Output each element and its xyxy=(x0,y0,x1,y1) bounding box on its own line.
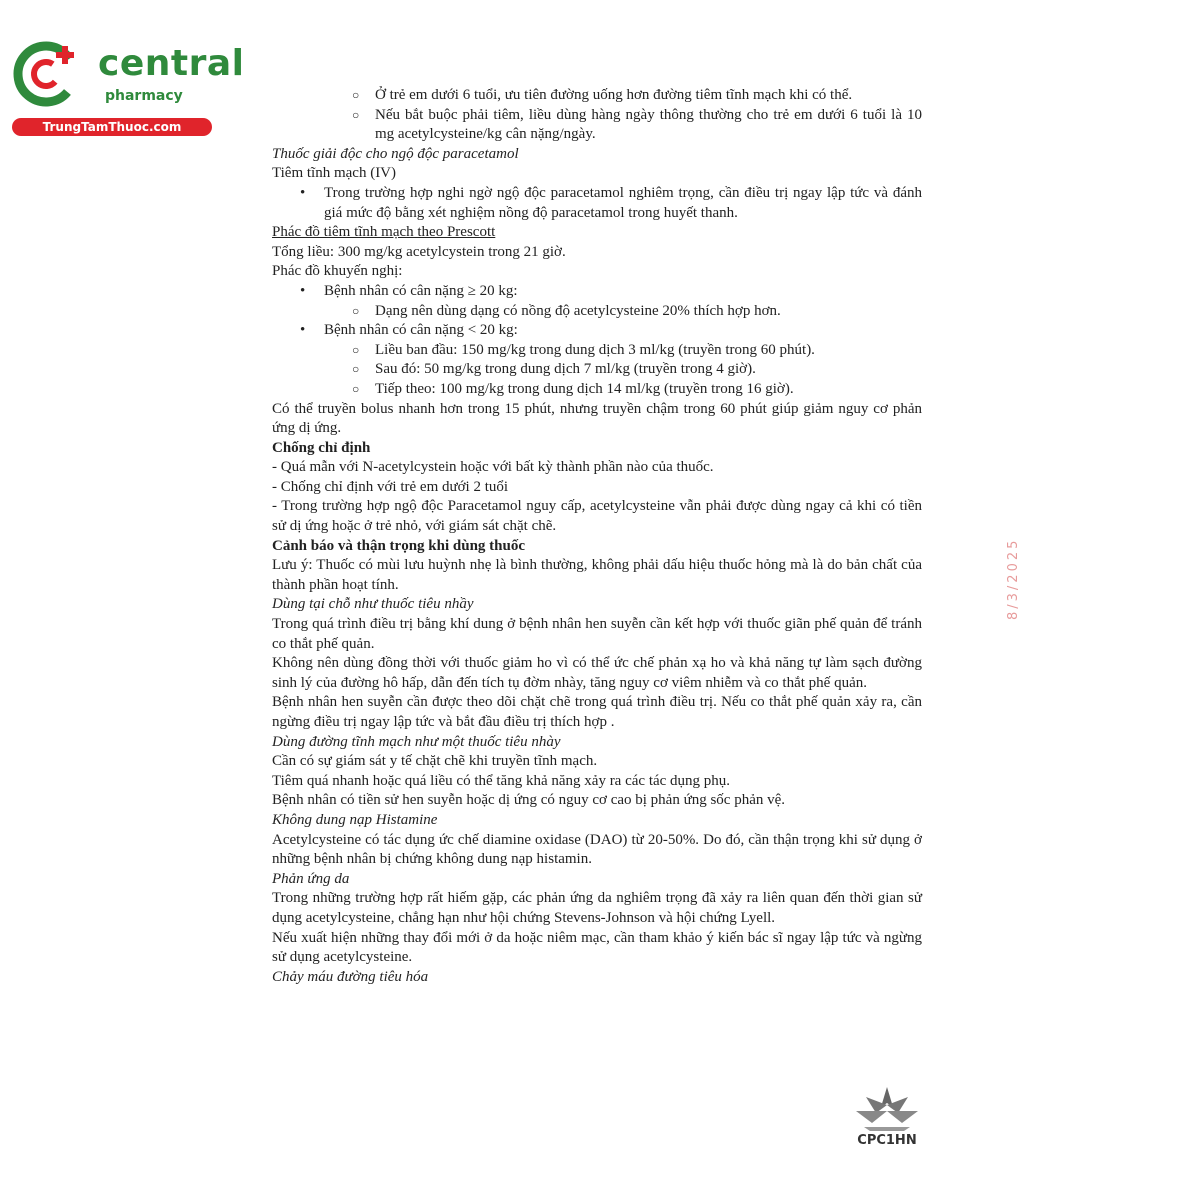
under-20-step-3: ○ Tiếp theo: 100 mg/kg trong dung dịch 14 ml/kg (truyền trong 16 giờ). xyxy=(272,380,922,400)
document-body xyxy=(272,86,922,987)
heading-contraindications: Chống chỉ định xyxy=(272,439,371,456)
weight-over-20: • Bệnh nhân có cân nặng ≥ 20 kg: xyxy=(272,282,922,302)
under-20-step-1: ○ Liều ban đầu: 150 mg/kg trong dung dịch 3 ml/kg (truyền trong 60 phút). xyxy=(272,341,922,361)
red-date-stamp: 8/3/2025 xyxy=(1006,537,1021,620)
heading-antidote: Thuốc giải độc cho ngộ độc paracetamol xyxy=(272,145,519,162)
contra-1: - Quá mẫn với N-acetylcystein hoặc với bất kỳ thành phần nào của thuốc. xyxy=(272,459,714,476)
under-20-step-2: ○ Sau đó: 50 mg/kg trong dung dịch 7 ml/kg (truyền trong 4 giờ). xyxy=(272,360,922,380)
child-iv-note: ○ Nếu bắt buộc phải tiêm, liều dùng hàng ngày thông thường cho trẻ em dưới 6 tuổi là 10 mg acetylcysteine/kg cân nặng/ngày. xyxy=(272,106,922,145)
iv-label: Tiêm tĩnh mạch (IV) xyxy=(272,165,397,182)
iv-mucolytic-3: Bệnh nhân có tiền sử hen suyễn hoặc dị ứng có nguy cơ cao bị phản ứng sốc phản vệ. xyxy=(272,792,786,809)
iv-mucolytic-2: Tiêm quá nhanh hoặc quá liều có thể tăng khả năng xảy ra các tác dụng phụ. xyxy=(272,772,731,789)
pharmacy-cross-icon xyxy=(10,38,90,108)
recommended-regimen: Phác đồ khuyến nghị: xyxy=(272,263,403,280)
contra-2: - Chống chỉ định với trẻ em dưới 2 tuổi xyxy=(272,478,509,495)
local-use-1: Trong quá trình điều trị bằng khí dung ở bệnh nhân hen suyễn cần kết hợp với thuốc giãn phế quản để tránh co thắt phế quản. xyxy=(272,616,922,652)
heading-iv-mucolytic: Dùng đường tĩnh mạch như một thuốc tiêu nhày xyxy=(272,733,561,750)
heading-gi-bleeding: Chảy máu đường tiêu hóa xyxy=(272,968,429,985)
lotus-icon xyxy=(852,1085,922,1133)
heading-histamine: Không dung nạp Histamine xyxy=(272,811,438,828)
heading-local-use: Dùng tại chỗ như thuốc tiêu nhầy xyxy=(272,596,474,613)
local-use-3: Bệnh nhân hen suyễn cần được theo dõi chặt chẽ trong quá trình điều trị. Nếu co thắt phế quản xảy ra, cần ngừng điều trị ngay lập tức và bắt đầu điều trị thích hợp . xyxy=(272,694,922,730)
brand-site: TrungTamThuoc.com xyxy=(12,118,212,136)
skin-1: Trong những trường hợp rất hiếm gặp, các phản ứng da nghiêm trọng đã xảy ra liên quan đến thời gian sử dụng acetylcysteine, chẳng hạn như hội chứng Stevens-Johnson và hội chứng Lyell. xyxy=(272,890,922,926)
histamine-text: Acetylcysteine có tác dụng ức chế diamine oxidase (DAO) từ 20-50%. Do đó, cần thận trọng khi sử dụng ở những bệnh nhân bị chứng không dung nạp histamin. xyxy=(272,831,922,868)
total-dose: Tổng liều: 300 mg/kg acetylcystein trong 21 giờ. xyxy=(272,243,566,260)
suspected-poisoning: • Trong trường hợp nghi ngờ ngộ độc paracetamol nghiêm trọng, cần điều trị ngay lập tức và đánh giá mức độ bằng xét nghiệm nồng độ paracetamol trong huyết thanh. xyxy=(272,184,922,223)
local-use-2: Không nên dùng đồng thời với thuốc giảm ho vì có thể ức chế phản xạ ho và khả năng tự làm sạch đường sinh lý của đường hô hấp, dẫn đến tích tụ đờm nhày, tăng nguy cơ viêm nhiễm và co thắt phế quản. xyxy=(272,655,922,691)
maker-name: CPC1HN xyxy=(857,1133,917,1148)
heading-prescott: Phác đồ tiêm tĩnh mạch theo Prescott xyxy=(272,224,496,241)
skin-2: Nếu xuất hiện những thay đổi mới ở da hoặc niêm mạc, cần tham khảo ý kiến bác sĩ ngay lập tức và ngừng sử dụng acetylcysteine. xyxy=(272,929,922,966)
weight-under-20: • Bệnh nhân có cân nặng < 20 kg: xyxy=(272,321,922,341)
brand-sub: pharmacy xyxy=(105,88,183,104)
iv-mucolytic-1: Cần có sự giám sát y tế chặt chẽ khi truyền tĩnh mạch. xyxy=(272,753,598,770)
heading-skin: Phản ứng da xyxy=(272,870,350,887)
bolus-note: Có thể truyền bolus nhanh hơn trong 15 phút, nhưng truyền chậm trong 60 phút giúp giảm nguy cơ phản ứng dị ứng. xyxy=(272,400,922,437)
heading-warnings: Cảnh báo và thận trọng khi dùng thuốc xyxy=(272,537,526,554)
contra-3: - Trong trường hợp ngộ độc Paracetamol nguy cấp, acetylcysteine vẫn phải được dùng ngay cả khi có tiền sử dị ứng hoặc ở trẻ nhỏ, với giám sát chặt chẽ. xyxy=(272,498,922,535)
central-pharmacy-logo xyxy=(10,38,245,138)
sulfur-note: Lưu ý: Thuốc có mùi lưu huỳnh nhẹ là bình thường, không phải dấu hiệu thuốc hỏng mà là do bản chất của thành phần hoạt tính. xyxy=(272,557,922,593)
weight-over-20-sub: ○ Dạng nên dùng dạng có nồng độ acetylcysteine 20% thích hợp hơn. xyxy=(272,302,922,322)
brand-name: central xyxy=(98,43,245,84)
child-oral-note: ○ Ở trẻ em dưới 6 tuổi, ưu tiên đường uống hơn đường tiêm tĩnh mạch khi có thể. xyxy=(272,86,922,106)
cpc1hn-logo xyxy=(852,1085,922,1155)
